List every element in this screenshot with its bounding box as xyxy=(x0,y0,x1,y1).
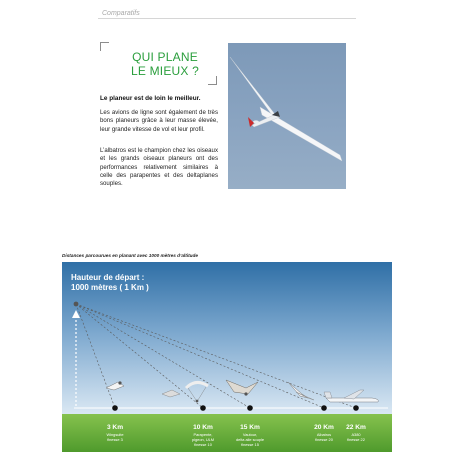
item-label-2-line-3: finesse 10 xyxy=(194,442,212,447)
article-paragraph-2: L’albatros est le champion chez les oiseaux et les grands oiseaux planeurs ont des performances relativement similaires à celle des parapentes et des deltaplanes souples. xyxy=(100,147,218,188)
glide-distance-diagram xyxy=(62,262,392,452)
distance-label-4: 20 Km xyxy=(314,424,334,431)
distance-label-2: 10 Km xyxy=(193,424,213,431)
start-height-label-2: 1000 mètres ( 1 Km ) xyxy=(71,283,149,292)
start-height-label-1: Hauteur de départ : xyxy=(71,273,145,282)
article-paragraph-1: Les avions de ligne sont également de très bons planeurs grâce à leur masse élevée, leur grande vitesse de vol et leur profil. xyxy=(100,109,218,133)
item-label-4-line-1: Albatros xyxy=(316,432,332,437)
item-label-5-line-1: A380 xyxy=(351,432,361,437)
item-label-2-line-2: pigeon, ULM xyxy=(191,437,215,442)
item-label-3-line-1: Vautour, xyxy=(242,432,258,437)
section-label: Comparatifs xyxy=(102,10,140,17)
item-label-4-line-2: finesse 20 xyxy=(315,437,333,442)
figure-caption: Distances parcourues en planant avec 1000 mètres d’altitude xyxy=(62,253,198,258)
item-label-1-line-2: finesse 3 xyxy=(107,437,123,442)
distance-label-3: 15 Km xyxy=(240,424,260,431)
item-label-3-line-3: finesse 15 xyxy=(241,442,259,447)
header-rule xyxy=(98,18,356,19)
article-lead: Le planeur est de loin le meilleur. xyxy=(100,95,201,102)
item-label-2-line-1: Parapente, xyxy=(193,432,213,437)
article-title-line-1: QUI PLANE xyxy=(132,50,198,64)
glider-photo xyxy=(228,43,346,189)
item-label-3-line-2: delta aile souple xyxy=(235,437,265,442)
distance-label-5: 22 Km xyxy=(346,424,366,431)
item-label-1-line-1: Wingsuite xyxy=(106,432,124,437)
item-label-5-line-2: finesse 22 xyxy=(347,437,365,442)
glider-illustration xyxy=(228,43,346,189)
distance-label-1: 3 Km xyxy=(106,424,124,431)
title-bracket-top-left xyxy=(100,42,109,51)
article-title-line-2: LE MIEUX ? xyxy=(130,64,200,78)
